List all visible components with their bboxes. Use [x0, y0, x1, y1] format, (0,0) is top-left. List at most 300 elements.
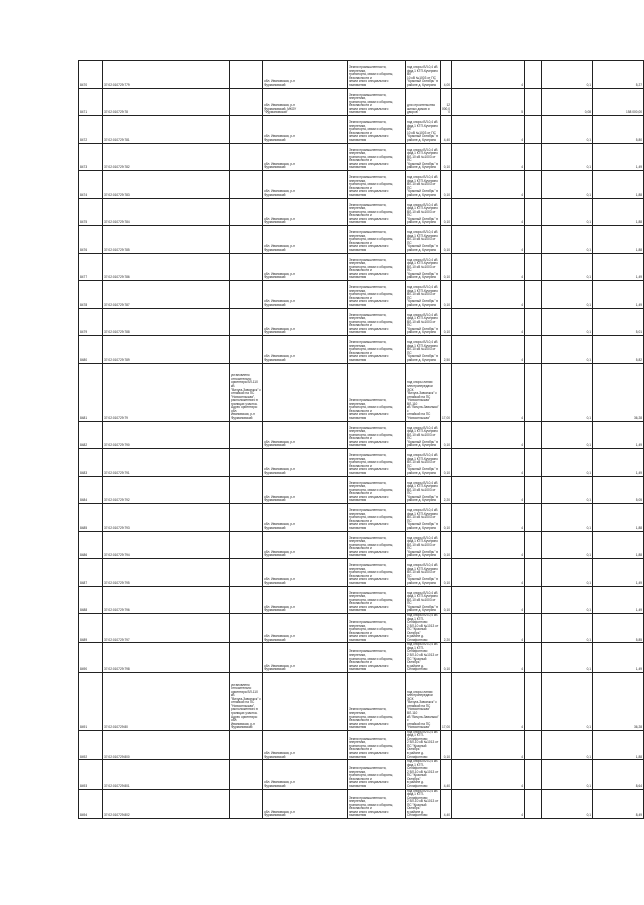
- cadastral-number-cell: 37:02:010729:793: [103, 504, 230, 532]
- row-number-cell: 8477: [79, 253, 103, 281]
- extra-cell: [525, 171, 542, 199]
- factor-cell: 5: [452, 88, 525, 116]
- factor-cell: 4: [452, 760, 525, 789]
- landmark-description-cell: [230, 281, 263, 309]
- location-cell: обл. Ивановская, р-н Фурмановский: [263, 559, 348, 587]
- cadastral-number-cell: 37:02:010729:794: [103, 531, 230, 559]
- cadastral-number-cell: 37:02:010729:797: [103, 614, 230, 643]
- row-number-cell: 8486: [79, 531, 103, 559]
- cadastral-number-cell: 37:02:010729:795: [103, 559, 230, 587]
- cadastral-number-cell: 37:02:010729:802: [103, 789, 230, 818]
- final-amount-cell: 1,49: [593, 449, 644, 477]
- area-cell: 4,40: [441, 760, 452, 789]
- landmark-description-cell: установлено относительно ориентира ВЛ-110 кВ "Вичуга-Заволжск" с отпайкой на ПС "Новосельская", расположенного в границах участка. Адрес ориентира: обл. Ивановская, р-н Фурмановский: [230, 672, 263, 730]
- area-cell: 0,10: [441, 253, 452, 281]
- table-row: [79, 88, 644, 116]
- land-category-cell: Земли промышленности, энергетики, транспорта, связи и обороны, безопасности и земли иного специального назначения: [348, 504, 406, 532]
- permitted-use-cell: под опоры ВЛ-0,4 кВ фид.1 КТП-Кучерино ВЛ-10 кВ №1003 от ПС "Красный Октябрь" в районе д. Кучерино: [406, 531, 441, 559]
- table-row: [79, 143, 644, 171]
- factor-cell: 4: [452, 308, 525, 336]
- rate-cell: 0,1: [542, 116, 593, 144]
- factor-cell: 4: [452, 253, 525, 281]
- extra-cell: [525, 789, 542, 818]
- location-cell: обл. Ивановская, р-н Фурмановский: [263, 760, 348, 789]
- landmark-description-cell: [230, 730, 263, 759]
- area-cell: 0,10: [441, 531, 452, 559]
- row-number-cell: 8481: [79, 363, 103, 421]
- table-row: [79, 504, 644, 532]
- area-cell: 0,10: [441, 449, 452, 477]
- location-cell: обл. Ивановская, р-н Фурмановский: [263, 730, 348, 759]
- final-amount-cell: 36,28: [593, 363, 644, 421]
- land-plots-table: [78, 60, 644, 819]
- permitted-use-cell: под опоры ВЛ-0,4 кВ фид.1 КТП-Кучерино ВЛ-10 кВ №1003 от ПС "Красный Октябрь" в районе д. Кучерино: [406, 476, 441, 504]
- landmark-description-cell: [230, 143, 263, 171]
- extra-cell: [525, 88, 542, 116]
- landmark-description-cell: [230, 198, 263, 226]
- rate-cell: 0,1: [542, 760, 593, 789]
- cadastral-number-cell: 37:02:010729:783: [103, 171, 230, 199]
- area-cell: 17,00: [441, 672, 452, 730]
- table-row: [79, 198, 644, 226]
- row-number-cell: 8491: [79, 672, 103, 730]
- cadastral-number-cell: 37:02:010729:80: [103, 672, 230, 730]
- factor-cell: 4: [452, 643, 525, 672]
- row-number-cell: 8492: [79, 730, 103, 759]
- location-cell: обл. Ивановская, р-н Фурмановский: [263, 281, 348, 309]
- row-number-cell: 8487: [79, 559, 103, 587]
- row-number-cell: 8470: [79, 61, 103, 89]
- cadastral-number-cell: 37:02:010729:796: [103, 586, 230, 614]
- landmark-description-cell: [230, 336, 263, 364]
- cadastral-number-cell: 37:02:010729:786: [103, 253, 230, 281]
- rate-cell: 0,08: [542, 88, 593, 116]
- permitted-use-cell: под опоры ВЛ-0,4 кВ фид.1 КТП-Кучерино ВЛ-10 кВ №1003 от ПС "Красный Октябрь" в районе д. Кучерино: [406, 449, 441, 477]
- final-amount-cell: 1,49: [593, 586, 644, 614]
- location-cell: обл. Ивановская, р-н Фурмановский: [263, 171, 348, 199]
- factor-cell: 4: [452, 198, 525, 226]
- area-cell: 12 000,00: [441, 88, 452, 116]
- land-category-cell: Земли промышленности, энергетики, транспорта, связи и обороны, безопасности и земли иного специального назначения: [348, 226, 406, 254]
- extra-cell: [525, 672, 542, 730]
- land-category-cell: Земли промышленности, энергетики, транспорта, связи и обороны, безопасности и земли иного специального назначения: [348, 672, 406, 730]
- final-amount-cell: 5,85: [593, 614, 644, 643]
- row-number-cell: 8480: [79, 336, 103, 364]
- final-amount-cell: 5,80: [593, 116, 644, 144]
- land-category-cell: Земли промышленности, энергетики, транспорта, связи и обороны, безопасности и земли иного специального назначения: [348, 730, 406, 759]
- table-row: [79, 531, 644, 559]
- factor-cell: 4: [452, 504, 525, 532]
- document-page: [78, 60, 642, 819]
- landmark-description-cell: [230, 559, 263, 587]
- land-category-cell: Земли промышленности, энергетики, транспорта, связи и обороны, безопасности и земли иного специального назначения: [348, 559, 406, 587]
- rate-cell: 0,1: [542, 531, 593, 559]
- row-number-cell: 8471: [79, 88, 103, 116]
- table-row: [79, 61, 644, 89]
- location-cell: обл. Ивановская, р-н Фурмановский: [263, 226, 348, 254]
- permitted-use-cell: под опоры ВЛ-0,4 кВ фид.1 КТП-Селифонтово 2 ВЛ-10 кВ №1013 от ПС "Красный Октябрь" в районе д. Селифонтово: [406, 614, 441, 643]
- final-amount-cell: 5,27: [593, 61, 644, 89]
- cadastral-number-cell: 37:02:010729:782: [103, 143, 230, 171]
- permitted-use-cell: под опоры линии электропередачи ЭСК "Вичуга-Заволжск" с отпайкой на ПС "Новосельская" ВЛ-110 кВ "Вичуга-Заволжск" с отпайкой на ПС "Новосельская": [406, 363, 441, 421]
- land-category-cell: Земли промышленности, энергетики, транспорта, связи и обороны, безопасности и земли иного специального назначения: [348, 789, 406, 818]
- location-cell: обл. Ивановская, р-н Фурмановский: [263, 643, 348, 672]
- permitted-use-cell: под опоры ВЛ-0,4 кВ фид.1 КТП-Кучерино ВЛ-10 кВ №1003 от ПС "Красный Октябрь" в районе д. Кучерино: [406, 308, 441, 336]
- extra-cell: [525, 198, 542, 226]
- land-category-cell: Земли промышленности, энергетики, транспорта, связи и обороны, безопасности и земли иного специального назначения: [348, 336, 406, 364]
- extra-cell: [525, 476, 542, 504]
- table-row: [79, 643, 644, 672]
- permitted-use-cell: под опоры ВЛ-0,4 кВ фид.1 КТП-Селифонтово 2 ВЛ-10 кВ №1013 от ПС "Красный Октябрь" в районе д. Селифонтово: [406, 730, 441, 759]
- table-row: [79, 760, 644, 789]
- location-cell: обл. Ивановская, р-н Фурмановский: [263, 586, 348, 614]
- area-cell: 0,10: [441, 281, 452, 309]
- rate-cell: 0,1: [542, 336, 593, 364]
- permitted-use-cell: под опоры ВЛ-0,4 кВ фид.1 КТП-Кучерино ВЛ-10 кВ №1003 от ПС "Красный Октябрь" в районе д. Кучерино: [406, 504, 441, 532]
- location-cell: обл. Ивановская, р-н Фурмановский: [263, 143, 348, 171]
- factor-cell: 4: [452, 789, 525, 818]
- row-number-cell: 8476: [79, 226, 103, 254]
- permitted-use-cell: под опоры линии электропередачи ЭСК "Вичуга-Заволжск" с отпайкой на ПС "Новосельская" ВЛ-110 кВ "Вичуга-Заволжск" с отпайкой на ПС "Новосельская": [406, 672, 441, 730]
- extra-cell: [525, 116, 542, 144]
- final-amount-cell: 1,49: [593, 643, 644, 672]
- row-number-cell: 8494: [79, 789, 103, 818]
- area-cell: 0,10: [441, 559, 452, 587]
- land-category-cell: Земли промышленности, энергетики, транспорта, связи и обороны, безопасности и земли иного специального назначения: [348, 614, 406, 643]
- landmark-description-cell: [230, 171, 263, 199]
- land-category-cell: Земли промышленности, энергетики, транспорта, связи и обороны, безопасности и земли иного специального назначения: [348, 643, 406, 672]
- factor-cell: 4: [452, 61, 525, 89]
- location-cell: обл. Ивановская, р-н Фурмановский: [263, 789, 348, 818]
- area-cell: 2,20: [441, 614, 452, 643]
- final-amount-cell: 1,88: [593, 171, 644, 199]
- location-cell: обл. Ивановская, р-н Фурмановский: [263, 336, 348, 364]
- extra-cell: [525, 449, 542, 477]
- extra-cell: [525, 363, 542, 421]
- rate-cell: 0,1: [542, 476, 593, 504]
- table-row: [79, 308, 644, 336]
- extra-cell: [525, 281, 542, 309]
- landmark-description-cell: [230, 531, 263, 559]
- land-category-cell: Земли промышленности, энергетики, транспорта, связи и обороны, безопасности и земли иного специального назначения: [348, 143, 406, 171]
- permitted-use-cell: под опоры ВЛ-0,4 кВ фид.1 КТП-Кучерино ВЛ-10 кВ №1003 от ПС "Красный Октябрь" в районе д. Кучерино: [406, 586, 441, 614]
- area-cell: 2,20: [441, 476, 452, 504]
- area-cell: 0,10: [441, 504, 452, 532]
- location-cell: обл. Ивановская, р-н Фурмановский: [263, 198, 348, 226]
- landmark-description-cell: [230, 504, 263, 532]
- area-cell: 0,10: [441, 643, 452, 672]
- land-category-cell: Земли промышленности, энергетики, транспорта, связи и обороны, безопасности и земли иного специального назначения: [348, 421, 406, 449]
- table-row: [79, 281, 644, 309]
- landmark-description-cell: [230, 476, 263, 504]
- row-number-cell: 8482: [79, 421, 103, 449]
- area-cell: 0,10: [441, 171, 452, 199]
- permitted-use-cell: под опоры ВЛ-0,4 кВ фид.1 КТП-Селифонтово 2 ВЛ-10 кВ №1013 от ПС "Красный Октябрь" в районе д. Селифонтово: [406, 760, 441, 789]
- rate-cell: 0,1: [542, 730, 593, 759]
- area-cell: 4,00: [441, 61, 452, 89]
- row-number-cell: 8474: [79, 171, 103, 199]
- rate-cell: 0,1: [542, 143, 593, 171]
- table-row: [79, 672, 644, 730]
- landmark-description-cell: [230, 449, 263, 477]
- factor-cell: 4: [452, 559, 525, 587]
- cadastral-number-cell: 37:02:010729:800: [103, 730, 230, 759]
- row-number-cell: 8479: [79, 308, 103, 336]
- final-amount-cell: 5,01: [593, 308, 644, 336]
- cadastral-number-cell: 37:02:010729:798: [103, 643, 230, 672]
- location-cell: обл. Ивановская, р-н Фурмановский, МКОУ "Фурмановская": [263, 88, 348, 116]
- location-cell: обл. Ивановская, р-н Фурмановский: [263, 449, 348, 477]
- final-amount-cell: 1,88: [593, 198, 644, 226]
- area-cell: 0,10: [441, 198, 452, 226]
- permitted-use-cell: под опоры ВЛ-0,4 кВ фид.1 КТП-Кучерино ВЛ-10 кВ №1003 от ПС "Красный Октябрь" в районе д. Кучерино: [406, 171, 441, 199]
- final-amount-cell: 36,28: [593, 672, 644, 730]
- table-row: [79, 226, 644, 254]
- extra-cell: [525, 143, 542, 171]
- permitted-use-cell: под опоры ВЛ-0,4 кВ фид.1 КТП-Кучерино ВЛ-10 кВ №1003 от ПС "Красный Октябрь" в районе д. Кучерино: [406, 421, 441, 449]
- land-category-cell: Земли промышленности, энергетики, транспорта, связи и обороны, безопасности и земли иного специального назначения: [348, 253, 406, 281]
- cadastral-number-cell: 37:02:010729:788: [103, 308, 230, 336]
- table-row: [79, 449, 644, 477]
- area-cell: 17,00: [441, 363, 452, 421]
- extra-cell: [525, 614, 542, 643]
- row-number-cell: 8475: [79, 198, 103, 226]
- extra-cell: [525, 643, 542, 672]
- area-cell: 0,10: [441, 421, 452, 449]
- cadastral-number-cell: 37:02:010729:790: [103, 421, 230, 449]
- landmark-description-cell: установлено относительно ориентира ВЛ-110 кВ "Вичуга-Заволжск" с отпайкой на ПС "Новосельская", расположенного в границах участка. Адрес ориентира: обл. Ивановская, р-н Фурмановский: [230, 363, 263, 421]
- land-category-cell: Земли промышленности, энергетики, транспорта, связи и обороны, безопасности и земли иного специального назначения: [348, 363, 406, 421]
- table-row: [79, 730, 644, 759]
- rate-cell: 0,1: [542, 61, 593, 89]
- final-amount-cell: 5,82: [593, 336, 644, 364]
- rate-cell: 0,1: [542, 789, 593, 818]
- factor-cell: 4: [452, 421, 525, 449]
- location-cell: обл. Ивановская, р-н Фурмановский: [263, 116, 348, 144]
- factor-cell: 4: [452, 336, 525, 364]
- land-category-cell: Земли промышленности, энергетики, транспорта, связи и обороны, безопасности и земли иного специального назначения: [348, 476, 406, 504]
- row-number-cell: 8478: [79, 281, 103, 309]
- permitted-use-cell: под опоры ВЛ-0,4 кВ фид.1 КТП-Кучерино ВЛ-10 кВ №1003 от ПС "Красный Октябрь" в районе д. Кучерино: [406, 559, 441, 587]
- final-amount-cell: 5,05: [593, 476, 644, 504]
- rate-cell: 0,1: [542, 504, 593, 532]
- row-number-cell: 8493: [79, 760, 103, 789]
- permitted-use-cell: под опоры ВЛ-0,4 кВ фид.1 КТП-Селифонтово 2 ВЛ-10 кВ №1013 от ПС "Красный Октябрь" в районе д. Селифонтово: [406, 643, 441, 672]
- table-row: [79, 614, 644, 643]
- rate-cell: 0,1: [542, 253, 593, 281]
- permitted-use-cell: под опоры ВЛ-0,4 кВ фид.1 КТП-Кучерино ВЛ-10 кВ №1003 от ПС "Красный Октябрь" в районе д. Кучерино: [406, 226, 441, 254]
- permitted-use-cell: под опоры ВЛ-0,4 кВ фид.1 КТП-Кучерино ВЛ-10 кВ №1003 от ПС "Красный Октябрь" в районе д. Кучерино: [406, 143, 441, 171]
- factor-cell: 4: [452, 586, 525, 614]
- location-cell: обл. Ивановская, р-н Фурмановский: [263, 61, 348, 89]
- final-amount-cell: 1,49: [593, 281, 644, 309]
- cadastral-number-cell: 37:02:010729:789: [103, 336, 230, 364]
- land-category-cell: Земли промышленности, энергетики, транспорта, связи и обороны, безопасности и земли иного специального назначения: [348, 586, 406, 614]
- permitted-use-cell: под опоры ВЛ-0,4 кВ фид.1 КТП-Кучерино ВЛ-10 кВ №1003 от ПС "Красный Октябрь" в районе д. Кучерино: [406, 336, 441, 364]
- location-cell: обл. Ивановская, р-н Фурмановский: [263, 614, 348, 643]
- location-cell: обл. Ивановская, р-н Фурмановский: [263, 421, 348, 449]
- rate-cell: 0,1: [542, 449, 593, 477]
- area-cell: 0,10: [441, 308, 452, 336]
- land-category-cell: Земли промышленности, энергетики, транспорта, связи и обороны, безопасности и земли иного специального назначения: [348, 116, 406, 144]
- landmark-description-cell: [230, 789, 263, 818]
- landmark-description-cell: [230, 116, 263, 144]
- extra-cell: [525, 760, 542, 789]
- cadastral-number-cell: 37:02:010729:801: [103, 760, 230, 789]
- land-category-cell: Земли промышленности, энергетики, транспорта, связи и обороны, безопасности и земли иного специального назначения: [348, 308, 406, 336]
- cadastral-number-cell: 37:02:010729:781: [103, 116, 230, 144]
- final-amount-cell: 1,49: [593, 143, 644, 171]
- cadastral-number-cell: 37:02:010729:787: [103, 281, 230, 309]
- factor-cell: 4: [452, 730, 525, 759]
- permitted-use-cell: под опоры ВЛ-0,4 кВ фид.1 КТП-Кучерино ВЛ-10 кВ №1003 от ПС "Красный Октябрь" в районе д. Кучерино: [406, 198, 441, 226]
- location-cell: [263, 363, 348, 421]
- table-row: [79, 421, 644, 449]
- land-category-cell: Земли промышленности, энергетики, транспорта, связи и обороны, безопасности и земли иного специального назначения: [348, 61, 406, 89]
- factor-cell: 4: [452, 672, 525, 730]
- location-cell: обл. Ивановская, р-н Фурмановский: [263, 476, 348, 504]
- rate-cell: 0,1: [542, 198, 593, 226]
- factor-cell: 4: [452, 281, 525, 309]
- cadastral-number-cell: 37:02:010729:792: [103, 476, 230, 504]
- permitted-use-cell: под опоры ВЛ-0,4 кВ фид.1 КТП-Кучерино ВЛ-10 кВ №1003 от ПС "Красный Октябрь" в районе д. Кучерино: [406, 253, 441, 281]
- table-row: [79, 586, 644, 614]
- factor-cell: 4: [452, 116, 525, 144]
- table-row: [79, 789, 644, 818]
- land-category-cell: Земли промышленности, энергетики, транспорта, связи и обороны, безопасности и земли иного специального назначения: [348, 281, 406, 309]
- rate-cell: 0,1: [542, 559, 593, 587]
- area-cell: 0,10: [441, 730, 452, 759]
- row-number-cell: 8485: [79, 504, 103, 532]
- land-category-cell: Земли промышленности, энергетики, транспорта, связи и обороны, безопасности и земли иного специального назначения: [348, 449, 406, 477]
- table-row: [79, 253, 644, 281]
- factor-cell: 4: [452, 449, 525, 477]
- extra-cell: [525, 586, 542, 614]
- permitted-use-cell: под опоры ВЛ-0,4 кВ фид.1 КТП-Селифонтово 2 ВЛ-10 кВ №1013 от ПС "Красный Октябрь" в районе д. Селифонтово: [406, 789, 441, 818]
- final-amount-cell: 1,88: [593, 226, 644, 254]
- rate-cell: 0,1: [542, 614, 593, 643]
- land-category-cell: Земли промышленности, энергетики, транспорта, связи и обороны, безопасности и земли иного специального назначения: [348, 88, 406, 116]
- factor-cell: 4: [452, 143, 525, 171]
- table-row: [79, 476, 644, 504]
- row-number-cell: 8484: [79, 476, 103, 504]
- landmark-description-cell: [230, 88, 263, 116]
- row-number-cell: 8473: [79, 143, 103, 171]
- rate-cell: 0,1: [542, 586, 593, 614]
- row-number-cell: 8488: [79, 586, 103, 614]
- location-cell: обл. Ивановская, р-н Фурмановский: [263, 531, 348, 559]
- cadastral-number-cell: 37:02:010729:79: [103, 363, 230, 421]
- area-cell: 4,40: [441, 789, 452, 818]
- cadastral-number-cell: 37:02:010729:791: [103, 449, 230, 477]
- table-row: [79, 363, 644, 421]
- table-row: [79, 116, 644, 144]
- rate-cell: 0,1: [542, 308, 593, 336]
- rate-cell: 0,1: [542, 421, 593, 449]
- extra-cell: [525, 421, 542, 449]
- final-amount-cell: 8,64: [593, 760, 644, 789]
- final-amount-cell: 1,49: [593, 559, 644, 587]
- landmark-description-cell: [230, 421, 263, 449]
- extra-cell: [525, 226, 542, 254]
- extra-cell: [525, 531, 542, 559]
- extra-cell: [525, 336, 542, 364]
- final-amount-cell: 1,88: [593, 531, 644, 559]
- factor-cell: 4: [452, 476, 525, 504]
- rate-cell: 0,1: [542, 643, 593, 672]
- factor-cell: 4: [452, 531, 525, 559]
- rate-cell: 0,1: [542, 226, 593, 254]
- final-amount-cell: 1,88: [593, 504, 644, 532]
- landmark-description-cell: [230, 760, 263, 789]
- final-amount-cell: 1,88: [593, 730, 644, 759]
- area-cell: 2,50: [441, 336, 452, 364]
- land-category-cell: Земли промышленности, энергетики, транспорта, связи и обороны, безопасности и земли иного специального назначения: [348, 760, 406, 789]
- landmark-description-cell: [230, 586, 263, 614]
- cadastral-number-cell: 37:02:010729:779: [103, 61, 230, 89]
- row-number-cell: 8490: [79, 643, 103, 672]
- area-cell: 0,10: [441, 143, 452, 171]
- extra-cell: [525, 308, 542, 336]
- landmark-description-cell: [230, 643, 263, 672]
- landmark-description-cell: [230, 308, 263, 336]
- landmark-description-cell: [230, 226, 263, 254]
- extra-cell: [525, 504, 542, 532]
- location-cell: обл. Ивановская, р-н Фурмановский: [263, 308, 348, 336]
- permitted-use-cell: для строительства жилых домов и дворов: [406, 88, 441, 116]
- factor-cell: 4: [452, 171, 525, 199]
- final-amount-cell: 158 000,00: [593, 88, 644, 116]
- land-category-cell: Земли промышленности, энергетики, транспорта, связи и обороны, безопасности и земли иного специального назначения: [348, 171, 406, 199]
- final-amount-cell: 8,49: [593, 789, 644, 818]
- cadastral-number-cell: 37:02:010729:78: [103, 88, 230, 116]
- row-number-cell: 8483: [79, 449, 103, 477]
- extra-cell: [525, 61, 542, 89]
- location-cell: обл. Ивановская, р-н Фурмановский: [263, 253, 348, 281]
- cadastral-number-cell: 37:02:010729:784: [103, 198, 230, 226]
- table-row: [79, 336, 644, 364]
- factor-cell: 4: [452, 363, 525, 421]
- landmark-description-cell: [230, 614, 263, 643]
- permitted-use-cell: под опоры ВЛ-0,4 кВ фид.1 КТП-Кучерино ВЛ 10 кВ №1003 от ПС "Красный Октябрь" в районе д. Кучерино: [406, 116, 441, 144]
- rate-cell: 0,1: [542, 281, 593, 309]
- area-cell: 4,40: [441, 116, 452, 144]
- extra-cell: [525, 730, 542, 759]
- row-number-cell: 8472: [79, 116, 103, 144]
- rate-cell: 0,1: [542, 363, 593, 421]
- extra-cell: [525, 559, 542, 587]
- location-cell: [263, 672, 348, 730]
- factor-cell: 4: [452, 614, 525, 643]
- location-cell: обл. Ивановская, р-н Фурмановский: [263, 504, 348, 532]
- area-cell: 0,10: [441, 226, 452, 254]
- permitted-use-cell: под опоры ВЛ-0,4 кВ фид.1 КТП-Кучерино ВЛ 10 кВ №1003 от ПС "Красный Октябрь" в районе д. Кучерино: [406, 61, 441, 89]
- extra-cell: [525, 253, 542, 281]
- land-category-cell: Земли промышленности, энергетики, транспорта, связи и обороны, безопасности и земли иного специального назначения: [348, 198, 406, 226]
- permitted-use-cell: под опоры ВЛ-0,4 кВ фид.1 КТП-Кучерино ВЛ-10 кВ №1003 от ПС "Красный Октябрь" в районе д. Кучерино: [406, 281, 441, 309]
- area-cell: 0,10: [441, 586, 452, 614]
- factor-cell: 4: [452, 226, 525, 254]
- rate-cell: 0,1: [542, 171, 593, 199]
- row-number-cell: 8489: [79, 614, 103, 643]
- table-row: [79, 559, 644, 587]
- rate-cell: 0,1: [542, 672, 593, 730]
- final-amount-cell: 1,49: [593, 421, 644, 449]
- table-row: [79, 171, 644, 199]
- cadastral-number-cell: 37:02:010729:785: [103, 226, 230, 254]
- landmark-description-cell: [230, 61, 263, 89]
- landmark-description-cell: [230, 253, 263, 281]
